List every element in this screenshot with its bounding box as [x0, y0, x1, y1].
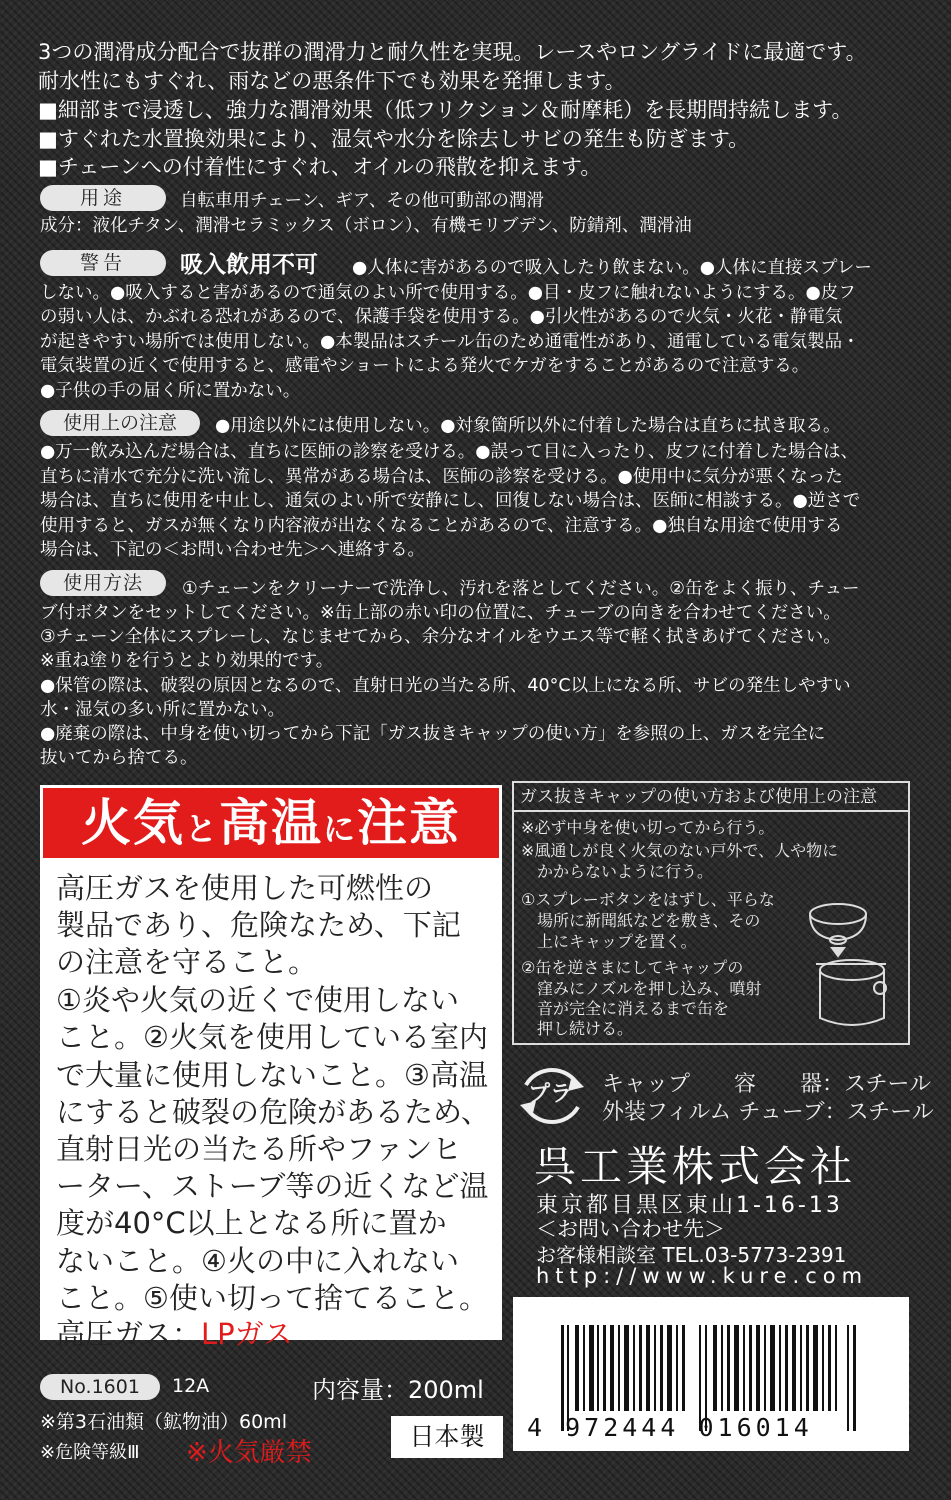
ingredients-text: 成分：液化チタン、潤滑セラミックス（ボロン）、有機モリブデン、防錆剤、潤滑油 [40, 216, 692, 236]
fire-warning-title: 火気と高温に注意 [40, 785, 502, 861]
contact-label: ＜お問い合わせ先＞ [536, 1217, 725, 1241]
method-line-8: 抜いてから捨てる。 [40, 748, 198, 768]
usage-text: 自転車用チェーン、ギア、その他可動部の潤滑 [180, 191, 544, 211]
gas-step2-2: 窪みにノズルを押し込み、噴射 [521, 979, 762, 998]
gas-step1-1: ①スプレーボタンをはずし、平らな [521, 890, 775, 909]
method-line-2: ブ付ボタンをセットしてください。※缶上部の赤い印の位置に、チューブの向きを合わせてください。 [40, 603, 841, 623]
fire-line-4: ①炎や火気の近くで使用しない [56, 983, 459, 1017]
warning-badge: 警告 [40, 250, 166, 276]
fire-line-5: こと。②火気を使用している室内 [56, 1020, 488, 1054]
method-line-4: ※重ね塗りを行うとより効果的です。 [40, 651, 334, 671]
oil-info: ※第3石油類（鉱物油）60ml [40, 1411, 287, 1433]
method-badge: 使用方法 [40, 570, 166, 596]
recycle-row-1: キャップ 容 器：スチール [602, 1072, 932, 1097]
caution-line-6: 場合は、下記の＜お問い合わせ先＞へ連絡する。 [40, 540, 425, 560]
contact-tel: お客様相談室 TEL.03-5773-2391 [536, 1243, 847, 1267]
barcode [513, 1297, 909, 1451]
company-url[interactable]: http://www.kure.com [536, 1264, 869, 1288]
gas-cap-illustration-icon [796, 888, 906, 1038]
gas-step2-3: 音が完全に消えるまで缶を [521, 999, 730, 1018]
warning-line-6: ●子供の手の届く所に置かない。 [40, 381, 301, 401]
caution-badge: 使用上の注意 [40, 410, 200, 436]
gas-note-2: ※風通しが良く火気のない戸外で、人や物に [521, 841, 839, 860]
barcode-digits: 4 972444 016014 [527, 1413, 813, 1442]
warning-line-3: の弱い人は、かぶれる恐れがあるので、保護手袋を使用する。●引火性があるので火気・火花・静電気 [40, 307, 843, 327]
caution-line-3: 直ちに清水で充分に洗い流し、異常がある場合は、医師の診察を受ける。●使用中に気分が悪くなった [40, 467, 843, 487]
company-name: 呉工業株式会社 [534, 1142, 857, 1191]
intro-line-2: 耐水性にもすぐれ、雨などの悪条件下でも効果を発揮します。 [38, 69, 626, 93]
warning-line-4: が起きやすい場所では使用しない。●本製品はスチール缶のため通電性があり、通電している電気製品・ [40, 332, 860, 352]
fire-line-9: ーター、ストーブ等の近くなど温 [56, 1169, 489, 1203]
gas-note-1: ※必ず中身を使い切ってから行う。 [521, 818, 775, 837]
usage-badge: 用途 [40, 185, 166, 211]
warning-line-2: しない。●吸入すると害があるので通気のよい所で使用する。●目・皮フに触れないようにする。●皮フ [40, 283, 856, 303]
method-line-1: ①チェーンをクリーナーで洗浄し、汚れを落としてください。②缶をよく振り、チュー [182, 579, 860, 599]
recycle-mark-label: プラ [528, 1082, 573, 1107]
made-in-japan: 日本製 [391, 1416, 503, 1458]
method-line-6: 水・湿気の多い所に置かない。 [40, 700, 285, 720]
gas-note-3: かからないように行う。 [521, 862, 714, 881]
warning-line-5: 電気装置の近くで使用すると、感電やショートによる発火でケガをすることがあるので注意する。 [40, 356, 810, 376]
fire-line-12: こと。⑤使い切って捨てること。 [56, 1281, 488, 1315]
method-line-3: ③チェーン全体にスプレーし、なじませてから、余分なオイルをウエス等で軽く拭きあげてください。 [40, 627, 841, 647]
fire-line-6: で大量に使用しないこと。③高温 [56, 1058, 488, 1092]
fire-line-11: ないこと。④火の中に入れない [56, 1244, 459, 1278]
intro-line-1: 3つの潤滑成分配合で抜群の潤滑力と耐久性を実現。レースやロングライドに最適です。 [38, 40, 867, 64]
fire-line-2: 製品であり、危険なため、下記 [56, 908, 461, 942]
warning-line-1: ●人体に害があるので吸入したり飲まない。●人体に直接スプレー [352, 258, 872, 278]
method-line-5: ●保管の際は、破裂の原因となるので、直射日光の当たる所、40°C以上になる所、サビの発生しやすい [40, 676, 851, 696]
fire-line-3: の注意を守ること。 [56, 945, 318, 979]
caution-line-4: 場合は、直ちに使用を中止し、通気のよい所で安静にし、回復しない場合は、医師に相談する。●逆さで [40, 491, 861, 511]
gas-step2-4: 押し続ける。 [521, 1019, 634, 1038]
gas-cap-title: ガス抜きキャップの使い方および使用上の注意 [514, 783, 908, 812]
gas-step2-1: ②缶を逆さまにしてキャップの [521, 958, 744, 977]
intro-line-3: ■細部まで浸透し、強力な潤滑効果（低フリクション＆耐摩耗）を長期間持続します。 [38, 98, 853, 122]
product-volume: 内容量：200ml [312, 1376, 484, 1404]
caution-line-5: 使用すると、ガスが無くなり内容液が出なくなることがあるので、注意する。●独自な用途で使用する [40, 516, 843, 536]
fire-line-1: 高圧ガスを使用した可燃性の [56, 871, 434, 905]
product-number-badge: No.1601 [40, 1374, 160, 1400]
company-address: 東京都目黒区東山1-16-13 [536, 1193, 843, 1218]
caution-line-1: ●用途以外には使用しない。●対象箇所以外に付着した場合は直ちに拭き取る。 [215, 416, 841, 436]
fire-line-8: 直射日光の当たる所やファンヒ [56, 1132, 462, 1166]
intro-line-4: ■すぐれた水置換効果により、湿気や水分を除去しサビの発生も防ぎます。 [38, 127, 750, 151]
caution-line-2: ●万一飲み込んだ場合は、直ちに医師の診察を受ける。●誤って目に入ったり、皮フに付着した場合は、 [40, 442, 859, 462]
fire-line-10: 度が40°C以上となる所に置か [56, 1206, 447, 1240]
gas-type: 高圧ガス：LPガス [56, 1317, 293, 1351]
warning-headline: 吸入飲用不可 [180, 252, 318, 278]
fire-ban: ※火気厳禁 [186, 1438, 312, 1468]
fire-line-7: にすると破裂の危険があるため、 [56, 1095, 490, 1129]
method-line-7: ●廃棄の際は、中身を使い切ってから下記「ガス抜きキャップの使い方」を参照の上、ガスを完全に [40, 724, 826, 744]
product-code: 12A [172, 1375, 210, 1397]
hazard-class: ※危険等級Ⅲ [40, 1442, 140, 1463]
gas-step1-3: 上にキャップを置く。 [521, 932, 697, 951]
gas-step1-2: 場所に新聞紙などを敷き、その [521, 911, 761, 930]
intro-line-5: ■チェーンへの付着性にすぐれ、オイルの飛散を抑えます。 [38, 155, 602, 179]
recycle-row-2: 外装フィルム チューブ：スチール [602, 1100, 934, 1125]
